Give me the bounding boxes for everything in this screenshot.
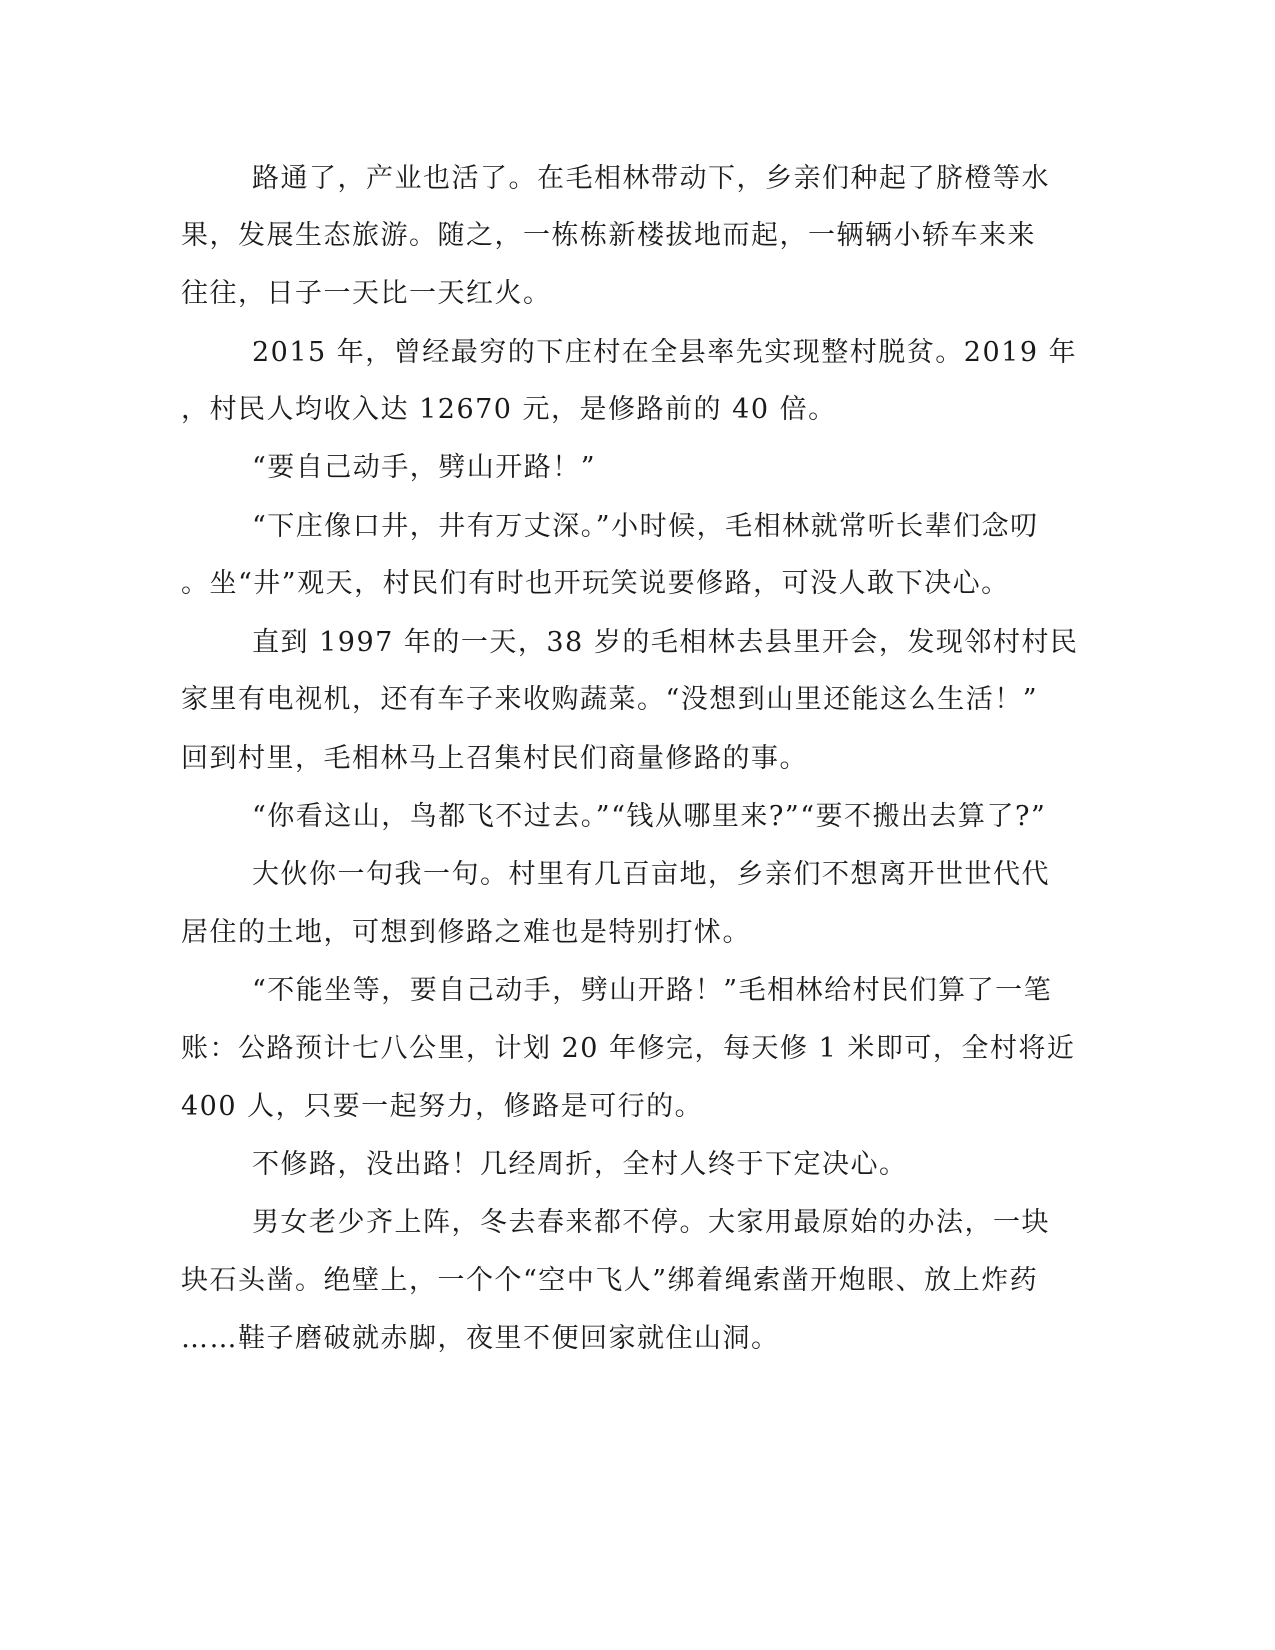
text-line: 果，发展生态旅游。随之，一栋栋新楼拔地而起，一辆辆小轿车来来 [181, 220, 1036, 251]
text-line: 往往，日子一天比一天红火。 [181, 278, 552, 309]
text-line: 账：公路预计七八公里，计划 20 年修完，每天修 1 米即可，全村将近 [181, 1033, 1076, 1064]
text-line: 大伙你一句我一句。村里有几百亩地，乡亲们不想离开世世代代 [252, 859, 1050, 890]
text-line: 2015 年，曾经最穷的下庄村在全县率先实现整村脱贫。2019 年 [252, 337, 1078, 368]
text-line: “你看这山，鸟都飞不过去。”“钱从哪里来?”“要不搬出去算了?” [252, 801, 1047, 832]
text-line: 回到村里，毛相林马上召集村民们商量修路的事。 [181, 743, 808, 774]
text-line: ，村民人均收入达 12670 元，是修路前的 40 倍。 [181, 394, 837, 425]
text-line: 直到 1997 年的一天，38 岁的毛相林去县里开会，发现邻村村民 [252, 627, 1079, 658]
text-line: “不能坐等，要自己动手，劈山开路！”毛相林给村民们算了一笔 [252, 975, 1053, 1006]
text-line: 400 人，只要一起努力，修路是可行的。 [181, 1091, 704, 1122]
text-line: 。坐“井”观天，村民们有时也开玩笑说要修路，可没人敢下决心。 [181, 568, 1010, 599]
section-heading: “要自己动手，劈山开路！” [252, 452, 597, 483]
text-line: 男女老少齐上阵，冬去春来都不停。大家用最原始的办法，一块 [252, 1207, 1050, 1238]
text-line: “下庄像口井，井有万丈深。”小时候，毛相林就常听长辈们念叨 [252, 511, 1039, 542]
text-line: 居住的土地，可想到修路之难也是特别打怵。 [181, 917, 751, 948]
text-line: ……鞋子磨破就赤脚，夜里不便回家就住山洞。 [181, 1323, 780, 1354]
text-line: 家里有电视机，还有车子来收购蔬菜。“没想到山里还能这么生活！” [181, 684, 1039, 715]
text-line: 块石头凿。绝壁上，一个个“空中飞人”绑着绳索凿开炮眼、放上炸药 [181, 1265, 1039, 1296]
text-line: 不修路，没出路！几经周折，全村人终于下定决心。 [252, 1149, 908, 1180]
text-line: 路通了，产业也活了。在毛相林带动下，乡亲们种起了脐橙等水 [252, 163, 1050, 194]
